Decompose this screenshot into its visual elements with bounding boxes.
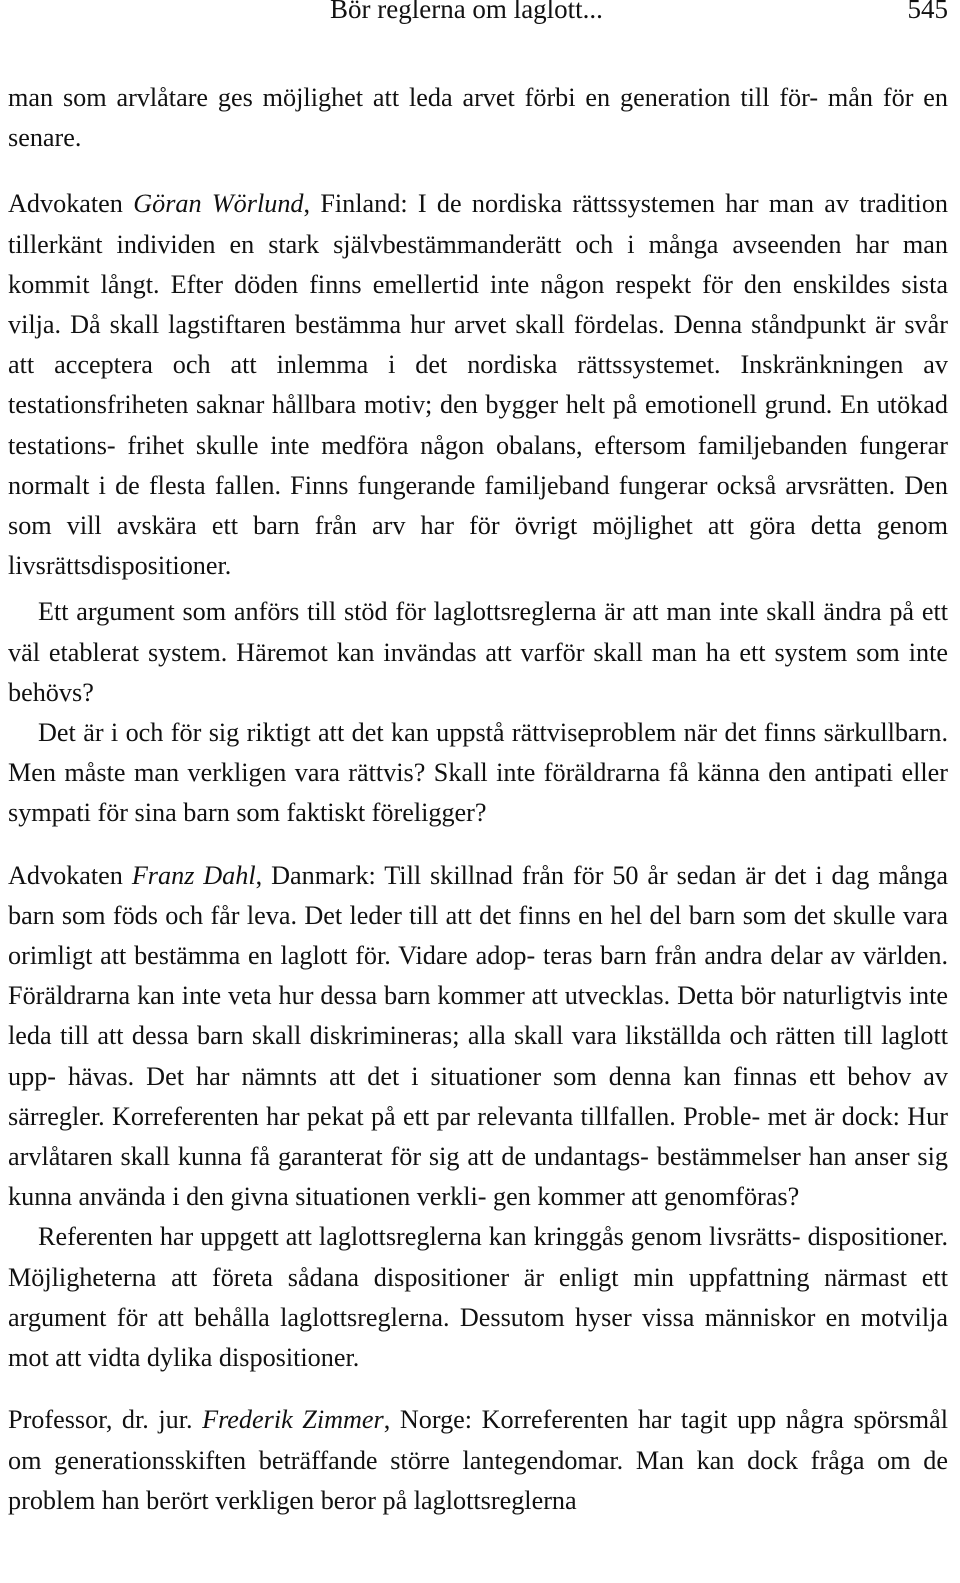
speaker-name: Franz Dahl — [131, 860, 256, 890]
speaker-name: Frederik Zimmer — [202, 1405, 384, 1435]
paragraph-text: Referenten har uppgett att laglottsreglerna kan kringgås genom livsrätts- dispositioner. Möjligheterna att företa sådana dispositioner är enligt min uppfattning närmast ett argument för att behålla laglottsreglerna. Dessutom hyser vissa människor en motvilja mot att vidta dylika dispositioner. — [8, 1222, 948, 1373]
paragraph-prefix: Advokaten — [8, 860, 132, 890]
paragraph-argument — [8, 592, 948, 713]
running-title: Bör reglerna om laglott... — [330, 0, 603, 24]
paragraph-referenten — [8, 1217, 948, 1378]
paragraph-prefix: Advokaten — [8, 189, 134, 219]
document-page — [8, 0, 948, 1521]
page-number: 545 — [907, 0, 948, 24]
paragraph-sarkullbarn — [8, 713, 948, 834]
paragraph-zimmer — [8, 1400, 948, 1521]
paragraph-worlund — [8, 184, 948, 586]
paragraph-text: , Norge: Korreferenten har tagit upp några spörsmål om generationsskiften beträffande större lantegendomar. Man kan dock fråga om de problem han berört verkligen beror på laglottsreglerna — [8, 1405, 949, 1515]
speaker-name: Göran Wörlund — [133, 189, 304, 219]
paragraph-text: , Danmark: Till skillnad från för 50 år sedan är det i dag många barn som föds och får leva. Det leder till att det finns en hel del barn som det skulle vara orimligt att bestämma en laglott för. Vidare adop- teras barn från andra delar av världen. Föräldrarna kan inte veta hur dessa barn kommer att utvecklas. Detta bör naturligtvis inte leda till att dessa barn skall diskrimineras; alla skall vara likställda och rätten till laglott upp- hävas. Det har nämnts att det i situationer som denna kan finnas ett behov av särregler. Korreferenten har pekat på ett par relevanta tillfallen. Proble- met är dock: Hur arvlåtaren skall kunna få garanterat för sig att de undantags- bestämmelser han anser sig kunna använda i den givna situationen verkli- gen kommer att genomföras? — [8, 860, 949, 1212]
paragraph-continuation — [8, 78, 948, 158]
running-header — [8, 0, 948, 36]
paragraph-text: man som arvlåtare ges möjlighet att leda arvet förbi en generation till för- mån för en senare. — [8, 83, 948, 153]
paragraph-prefix: Professor, dr. jur. — [8, 1405, 203, 1435]
paragraph-dahl — [8, 856, 948, 1218]
paragraph-text: Ett argument som anförs till stöd för laglottsreglerna är att man inte skall ändra på ett väl etablerat system. Häremot kan invändas att varför skall man ha ett system som inte behövs? — [8, 597, 948, 707]
paragraph-text: Det är i och för sig riktigt att det kan uppstå rättviseproblem när det finns särkullbarn. Men måste man verkligen vara rättvis? Skall inte föräldrarna få känna den antipati eller sympati för sina barn som faktiskt föreligger? — [8, 718, 948, 828]
paragraph-text: , Finland: I de nordiska rättssystemen har man av tradition tillerkänt individen en stark självbestämmanderätt och i många avseenden har man kommit långt. Efter döden finns emellertid inte någon respekt för den enskildes sista vilja. Då skall lagstiftaren bestämma hur arvet skall fördelas. Denna ståndpunkt är svår att acceptera och att inlemma i det nordiska rättssystemet. Inskränkningen av testationsfriheten saknar hållbara motiv; den bygger helt på emotionell grund. En utökad testations- frihet skulle inte medföra någon obalans, eftersom familjebanden fungerar normalt i de flesta fallen. Finns fungerande familjeband fungerar också arvsrätten. Den som vill avskära ett barn från arv har för övrigt möjlighet att göra detta genom livsrättsdispositioner. — [8, 189, 949, 581]
